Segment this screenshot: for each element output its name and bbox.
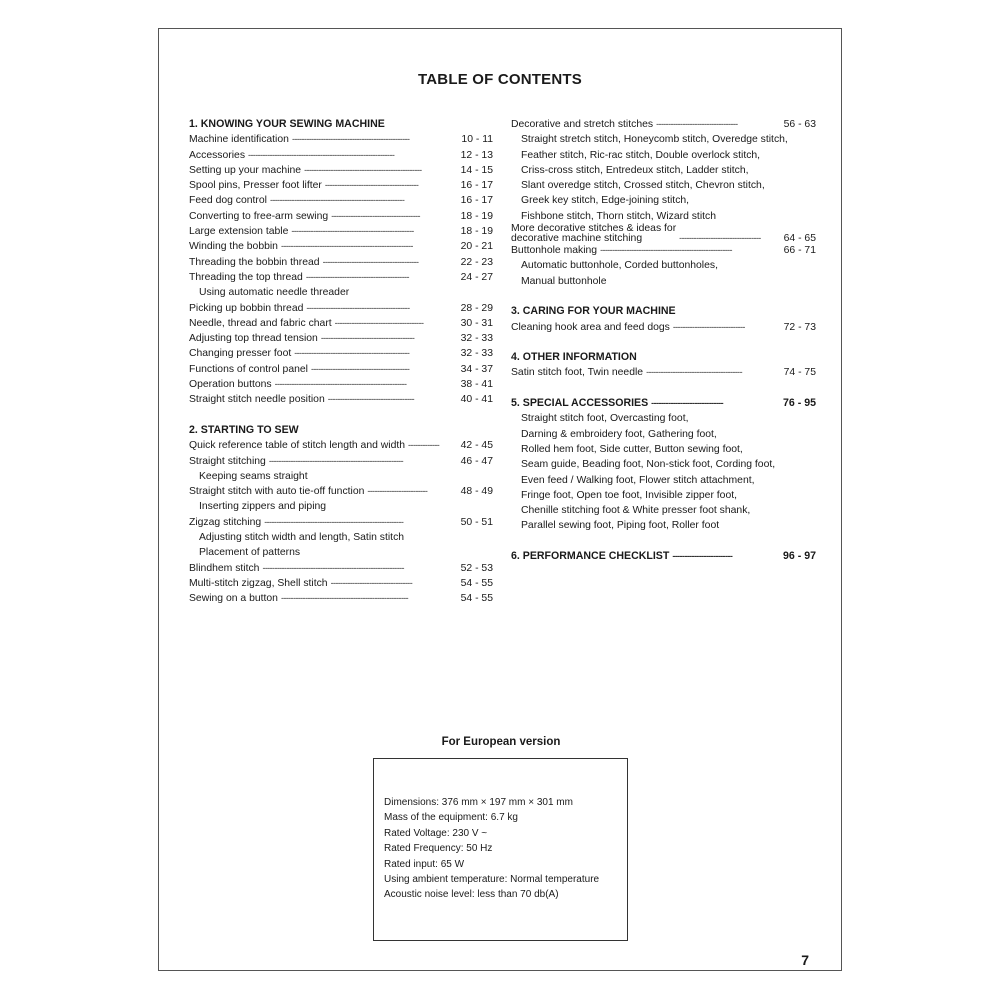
leader-dashes: ------------------------------ — [651, 398, 724, 409]
toc-subentry — [189, 545, 493, 560]
section-heading — [511, 396, 816, 411]
leader-dashes: ------------------------------------------------------- — [600, 245, 732, 256]
toc-subentry — [189, 469, 493, 484]
specification-line: Acoustic noise level: less than 70 db(A) — [384, 889, 559, 901]
toc-entry — [511, 365, 816, 380]
leader-dashes: ----------------------------------------------------- — [280, 593, 409, 604]
toc-entry-text — [511, 224, 676, 243]
page-range: 18 - 19 — [460, 210, 493, 222]
toc-subentry-text: Adjusting stitch width and length, Satin stitch — [199, 532, 405, 544]
leader-dashes: ------------- — [408, 440, 440, 451]
toc-entry-text: Setting up your machine — [189, 164, 302, 176]
toc-entry — [189, 438, 493, 453]
specifications-box — [373, 758, 628, 941]
toc-subentry-text: Even feed / Walking foot, Flower stitch attachment, — [521, 474, 755, 486]
toc-entry-text: Straight stitch needle position — [189, 394, 325, 406]
page-range: 54 - 55 — [460, 577, 493, 589]
toc-entry-text: Winding the bobbin — [189, 241, 278, 253]
toc-entry — [189, 193, 493, 208]
page-range: 22 - 23 — [460, 256, 493, 268]
toc-entry — [189, 163, 493, 178]
page-range: 18 - 19 — [460, 226, 493, 238]
page-range: 96 - 97 — [783, 550, 816, 563]
page-range: 20 - 21 — [460, 241, 493, 253]
toc-entry-text: Straight stitch with auto tie-off function — [189, 486, 365, 498]
toc-subentry-text: Using automatic needle threader — [199, 287, 350, 299]
toc-entry — [189, 377, 493, 392]
toc-entry-text: Picking up bobbin thread — [189, 302, 304, 314]
toc-entry — [189, 484, 493, 499]
toc-subentry — [511, 442, 816, 457]
toc-entry-text: Straight stitching — [189, 455, 266, 467]
toc-subentry — [511, 193, 816, 208]
page-range: 14 - 15 — [460, 164, 493, 176]
toc-entry-text: Cleaning hook area and feed dogs — [511, 321, 670, 333]
toc-subentry-text: Chenille stitching foot & White presser foot shank, — [521, 505, 751, 517]
leader-dashes: -------------------------------------------------------- — [268, 455, 404, 466]
specification-line: Rated input: 65 W — [384, 858, 465, 870]
toc-entry — [189, 178, 493, 193]
section-heading — [189, 117, 493, 132]
toc-entry — [189, 239, 493, 254]
leader-dashes: ------------------------------------------------------------- — [248, 149, 395, 160]
toc-subentry — [189, 499, 493, 514]
toc-subentry — [511, 503, 816, 518]
toc-entry — [189, 224, 493, 239]
leader-dashes: ---------------------------------- — [679, 233, 761, 243]
toc-subentry-text: Parallel sewing foot, Piping foot, Roller foot — [521, 520, 720, 532]
toc-entry-text: Feed dog control — [189, 195, 267, 207]
section-heading-text: 2. STARTING TO SEW — [189, 423, 299, 436]
toc-entry-text: Functions of control panel — [189, 363, 308, 375]
toc-subentry-text: Manual buttonhole — [521, 275, 607, 287]
page-number: 7 — [801, 952, 809, 968]
leader-dashes: ------------------------------------- — [334, 317, 424, 328]
toc-entry — [189, 209, 493, 224]
page-range: 34 - 37 — [460, 363, 493, 375]
specification-line: Using ambient temperature: Normal temperature — [384, 873, 600, 885]
toc-entry — [511, 224, 816, 243]
toc-subentry — [189, 530, 493, 545]
toc-entry — [189, 576, 493, 591]
leader-dashes: ---------------------------------- — [330, 577, 413, 588]
section-heading-text: 5. SPECIAL ACCESSORIES — [511, 397, 649, 410]
toc-subentry — [511, 258, 816, 273]
page-range: 74 - 75 — [783, 367, 816, 379]
toc-entry-text: Threading the top thread — [189, 271, 303, 283]
toc-subentry-text: Feather stitch, Ric-rac stitch, Double overlock stitch, — [521, 149, 761, 161]
european-version-title: For European version — [441, 736, 561, 748]
toc-subentry — [511, 518, 816, 533]
section-heading-text: 3. CARING FOR YOUR MACHINE — [511, 305, 676, 318]
leader-dashes: ------------------------- — [367, 486, 428, 497]
section-heading — [511, 350, 816, 365]
toc-entry — [189, 316, 493, 331]
spacer — [189, 408, 493, 423]
toc-subentry-text: Criss-cross stitch, Entredeux stitch, Ladder stitch, — [521, 164, 749, 176]
toc-subentry — [511, 411, 816, 426]
toc-entry-text: Spool pins, Presser foot lifter — [189, 180, 322, 192]
section-heading — [511, 304, 816, 319]
toc-subentry — [511, 132, 816, 147]
toc-entry — [189, 346, 493, 361]
leader-dashes: ------------------------------------------- — [306, 302, 410, 313]
toc-entry — [511, 243, 816, 258]
specification-line: Rated Voltage: 230 V ~ — [384, 827, 488, 839]
toc-entry-text-line: More decorative stitches & ideas for — [511, 223, 677, 235]
toc-entry — [189, 591, 493, 606]
page-range: 72 - 73 — [783, 321, 816, 333]
toc-subentry — [511, 209, 816, 224]
toc-subentry-text: Rolled hem foot, Side cutter, Button sewing foot, — [521, 443, 743, 455]
toc-entry — [511, 320, 816, 335]
page-range: 32 - 33 — [460, 348, 493, 360]
leader-dashes: ------------------------------------------------- — [291, 134, 410, 145]
leader-dashes: --------------------------------------- — [320, 333, 415, 344]
toc-entry — [189, 132, 493, 147]
spacer — [511, 381, 816, 396]
page-range: 10 - 11 — [461, 134, 493, 146]
toc-entry-text-line: decorative machine stitching — [511, 232, 643, 244]
toc-right-column — [511, 117, 816, 564]
page-range: 46 - 47 — [460, 455, 493, 467]
toc-entry — [189, 301, 493, 316]
page-range: 24 - 27 — [460, 271, 493, 283]
leader-dashes: --------------------------------------------------- — [291, 226, 414, 237]
toc-entry-text: Satin stitch foot, Twin needle — [511, 367, 644, 379]
toc-subentry-text: Seam guide, Beading foot, Non-stick foot, Cording foot, — [521, 459, 776, 471]
toc-entry-text: Accessories — [189, 149, 246, 161]
toc-entry-text: Operation buttons — [189, 379, 272, 391]
page-range: 30 - 31 — [460, 317, 493, 329]
toc-left-column — [189, 117, 493, 607]
page-range: 54 - 55 — [460, 593, 493, 605]
toc-entry-text: Needle, thread and fabric chart — [189, 317, 332, 329]
toc-subentry-text: Placement of patterns — [199, 547, 301, 559]
leader-dashes: ----------------------------------------------------------- — [262, 562, 404, 573]
toc-entry-text: Machine identification — [189, 134, 289, 146]
toc-entry-text: Multi-stitch zigzag, Shell stitch — [189, 577, 328, 589]
specification-line: Dimensions: 376 mm × 197 mm × 301 mm — [384, 797, 573, 808]
leader-dashes: ---------------------------------- — [656, 119, 738, 129]
spacer — [511, 534, 816, 549]
leader-dashes: ------------------------------ — [672, 321, 745, 332]
toc-subentry-text: Inserting zippers and piping — [199, 501, 327, 513]
page-range: 12 - 13 — [460, 149, 493, 161]
leader-dashes: ------------------------- — [672, 551, 733, 562]
page-range: 16 - 17 — [460, 180, 493, 192]
specification-line: Rated Frequency: 50 Hz — [384, 843, 493, 855]
toc-subentry — [511, 473, 816, 488]
toc-entry — [189, 331, 493, 346]
toc-subentry-text: Straight stitch foot, Overcasting foot, — [521, 413, 689, 425]
leader-dashes: ------------------------------------- — [331, 210, 420, 221]
toc-entry-text: Blindhem stitch — [189, 562, 260, 574]
toc-subentry — [189, 285, 493, 300]
toc-entry — [189, 148, 493, 163]
spacer — [511, 335, 816, 350]
toc-subentry-text: Darning & embroidery foot, Gathering foot, — [521, 428, 717, 440]
toc-subentry — [511, 427, 816, 442]
toc-subentry — [511, 178, 816, 193]
toc-subentry-text: Straight stretch stitch, Honeycomb stitch, Overedge stitch, — [521, 134, 788, 146]
specifications-list — [384, 795, 599, 903]
leader-dashes: ------------------------------------------- — [305, 271, 409, 282]
leader-dashes: ---------------------------------------- — [322, 256, 419, 267]
toc-entry-text: Decorative and stretch stitches — [511, 119, 654, 130]
toc-subentry-text: Greek key stitch, Edge-joining stitch, — [521, 195, 690, 207]
toc-subentry — [511, 148, 816, 163]
toc-subentry-text: Slant overedge stitch, Crossed stitch, Chevron stitch, — [521, 180, 765, 192]
page-range: 56 - 63 — [783, 119, 816, 130]
page-range: 40 - 41 — [460, 394, 493, 406]
toc-subentry — [511, 163, 816, 178]
specification-line: Mass of the equipment: 6.7 kg — [384, 812, 518, 824]
toc-subentry — [511, 488, 816, 503]
toc-subentry — [511, 274, 816, 289]
leader-dashes: ------------------------------------------------ — [294, 348, 410, 359]
page-range: 52 - 53 — [460, 562, 493, 574]
page-range: 42 - 45 — [460, 440, 493, 452]
toc-entry-text: Large extension table — [189, 226, 289, 238]
toc-entry — [189, 515, 493, 530]
toc-entry — [189, 561, 493, 576]
leader-dashes: ---------------------------------------- — [646, 367, 742, 378]
toc-subentry — [511, 457, 816, 472]
page-range: 66 - 71 — [783, 245, 816, 257]
toc-entry-text: Quick reference table of stitch length and width — [189, 440, 406, 452]
toc-entry — [511, 117, 816, 132]
leader-dashes: --------------------------------------- — [324, 180, 419, 191]
leader-dashes: ------------------------------------------------------- — [280, 241, 413, 252]
page-range: 48 - 49 — [460, 486, 493, 498]
page-range: 50 - 51 — [460, 516, 493, 528]
toc-entry-text: Threading the bobbin thread — [189, 256, 320, 268]
toc-subentry-text: Keeping seams straight — [199, 470, 308, 482]
leader-dashes: ------------------------------------------------------- — [274, 379, 407, 390]
toc-entry-text: Buttonhole making — [511, 245, 598, 257]
toc-entry-text: Sewing on a button — [189, 593, 278, 605]
leader-dashes: -------------------------------------------------------- — [269, 195, 405, 206]
section-heading — [511, 549, 816, 564]
page-range: 16 - 17 — [460, 195, 493, 207]
leader-dashes: ------------------------------------ — [327, 394, 415, 405]
toc-entry-text: Adjusting top thread tension — [189, 333, 318, 345]
section-heading — [189, 423, 493, 438]
page-range: 38 - 41 — [460, 379, 493, 391]
leader-dashes: ---------------------------------------------------------- — [264, 516, 404, 527]
toc-entry — [189, 362, 493, 377]
page-range: 76 - 95 — [783, 397, 816, 410]
spacer — [511, 289, 816, 304]
toc-subentry-text: Automatic buttonhole, Corded buttonholes, — [521, 260, 718, 272]
leader-dashes: ------------------------------------------------- — [304, 164, 422, 175]
page-range: 32 - 33 — [460, 333, 493, 345]
section-heading-text: 6. PERFORMANCE CHECKLIST — [511, 550, 670, 563]
section-heading-text: 1. KNOWING YOUR SEWING MACHINE — [189, 118, 385, 130]
toc-entry — [189, 270, 493, 285]
toc-entry — [189, 392, 493, 407]
page-title: TABLE OF CONTENTS — [418, 71, 582, 88]
page-range: 28 - 29 — [460, 302, 493, 314]
page-range: 64 - 65 — [783, 232, 816, 244]
toc-entry-text: Changing presser foot — [189, 348, 292, 360]
toc-entry-text: Zigzag stitching — [189, 516, 262, 528]
toc-entry-text: Converting to free-arm sewing — [189, 210, 329, 222]
leader-dashes: ----------------------------------------- — [311, 363, 410, 374]
section-heading-text: 4. OTHER INFORMATION — [511, 351, 637, 364]
toc-subentry-text: Fringe foot, Open toe foot, Invisible zipper foot, — [521, 489, 738, 501]
manual-page — [158, 28, 842, 971]
toc-entry — [189, 255, 493, 270]
toc-subentry-text: Fishbone stitch, Thorn stitch, Wizard stitch — [521, 210, 716, 222]
toc-entry — [189, 454, 493, 469]
